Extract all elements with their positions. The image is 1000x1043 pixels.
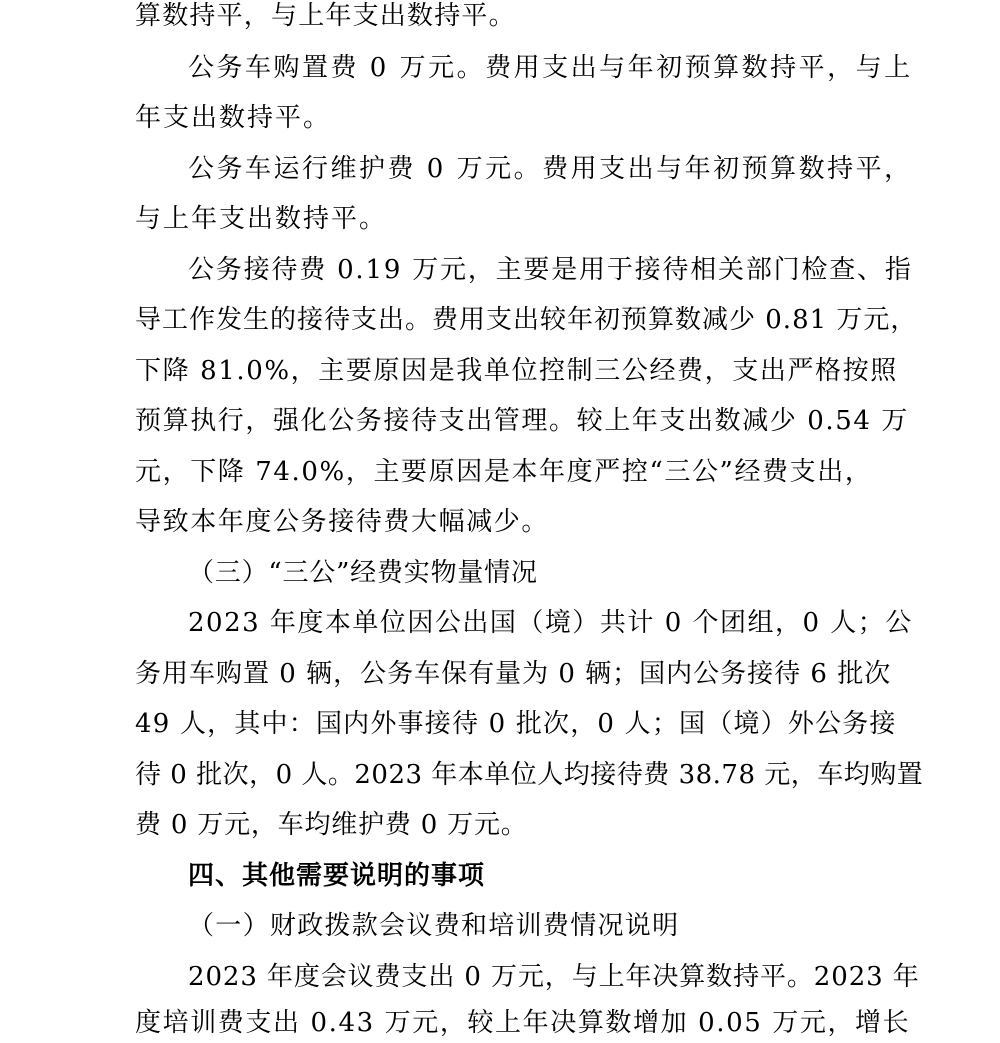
text-line-15: 49 人，其中：国内外事接待 0 批次，0 人；国（境）外公务接 bbox=[135, 709, 897, 739]
text-line-3: 年支出数持平。 bbox=[135, 103, 332, 133]
text-line-4: 公务车运行维护费 0 万元。费用支出与年初预算数持平， bbox=[188, 154, 913, 184]
text-line-20: 2023 年度会议费支出 0 万元，与上年决算数持平。2023 年 bbox=[188, 962, 920, 992]
text-line-6: 公务接待费 0.19 万元，主要是用于接待相关部门检查、指 bbox=[188, 255, 913, 285]
text-line-2: 公务车购置费 0 万元。费用支出与年初预算数持平，与上 bbox=[188, 53, 913, 83]
text-line-13: 2023 年度本单位因公出国（境）共计 0 个团组，0 人；公 bbox=[188, 608, 913, 638]
text-line-7: 导工作发生的接待支出。费用支出较年初预算数减少 0.81 万元， bbox=[135, 305, 918, 335]
text-line-11: 导致本年度公务接待费大幅减少。 bbox=[135, 507, 550, 537]
text-line-5: 与上年支出数持平。 bbox=[135, 204, 388, 234]
section-heading-one: （一）财政拨款会议费和培训费情况说明 bbox=[188, 911, 680, 941]
text-line-9: 预算执行，强化公务接待支出管理。较上年支出数减少 0.54 万 bbox=[135, 406, 910, 436]
section-heading-three: （三）“三公”经费实物量情况 bbox=[188, 558, 538, 588]
text-line-17: 费 0 万元，车均维护费 0 万元。 bbox=[135, 810, 528, 840]
text-line-21: 度培训费支出 0.43 万元，较上年决算数增加 0.05 万元，增长 bbox=[135, 1008, 911, 1038]
text-line-16: 待 0 批次，0 人。2023 年本单位人均接待费 38.78 元，车均购置 bbox=[135, 760, 924, 790]
text-line-1: 算数持平，与上年支出数持平。 bbox=[135, 1, 516, 31]
text-line-10: 元，下降 74.0%，主要原因是本年度严控“三公”经费支出， bbox=[135, 457, 873, 487]
text-line-8: 下降 81.0%，主要原因是我单位控制三公经费，支出严格按照 bbox=[135, 356, 898, 386]
text-line-14: 务用车购置 0 辆，公务车保有量为 0 辆；国内公务接待 6 批次 bbox=[135, 659, 892, 689]
section-heading-four: 四、其他需要说明的事项 bbox=[188, 861, 486, 891]
